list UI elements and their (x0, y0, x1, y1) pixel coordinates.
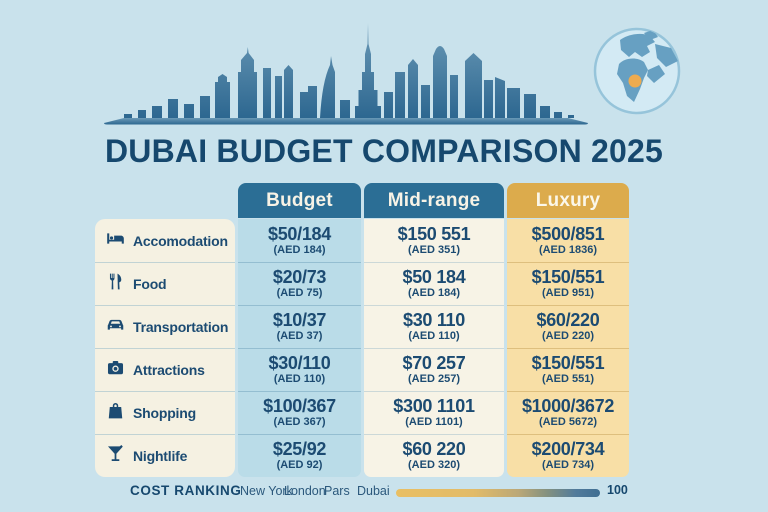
car-icon (106, 315, 125, 339)
globe-icon (592, 26, 682, 116)
city-label-new-york: New York (240, 484, 293, 498)
cost-ranking-gradient-bar (396, 489, 600, 497)
bed-icon (106, 229, 125, 253)
price-aed: (AED 320) (408, 459, 460, 471)
cocktail-icon (106, 444, 125, 468)
value-cell (364, 219, 504, 262)
value-cell (507, 262, 629, 305)
price-aed: (AED 110) (273, 373, 326, 385)
value-cell (238, 348, 361, 391)
price-aed: (AED 351) (408, 243, 460, 256)
value-cell (507, 391, 629, 434)
price-usd: $500/851 (531, 223, 605, 244)
cost-ranking-label: COST RANKING (130, 483, 242, 498)
category-label: Nightlife (133, 448, 188, 464)
column-header-luxury: Luxury (507, 183, 629, 218)
category-label: Accomodation (133, 232, 228, 249)
row-label-food (95, 262, 235, 305)
price-aed: (AED 951) (542, 287, 594, 299)
column-header-budget: Budget (238, 183, 361, 218)
price-aed: (AED 367) (273, 416, 326, 428)
row-label-transportation (95, 305, 235, 348)
value-cell (364, 262, 504, 305)
price-aed: (AED 551) (542, 373, 594, 385)
camera-icon (106, 358, 125, 382)
dubai-marker-dot (629, 75, 642, 88)
price-usd: $20/73 (272, 267, 327, 287)
category-label: Shopping (133, 405, 196, 421)
price-aed: (AED 220) (542, 330, 594, 342)
price-usd: $150 551 (397, 223, 471, 244)
value-cell (507, 219, 629, 262)
price-usd: $150/551 (531, 267, 605, 287)
value-cell (238, 391, 361, 434)
fork-knife-icon (106, 272, 125, 296)
value-cell (364, 391, 504, 434)
category-label: Food (133, 276, 167, 292)
price-usd: $300 1101 (393, 396, 475, 416)
city-label-london: London (284, 484, 326, 498)
price-aed: (AED 5672) (538, 416, 598, 428)
price-usd: $70 257 (402, 353, 466, 373)
price-usd: $60 220 (402, 439, 466, 459)
price-aed: (AED 75) (276, 287, 323, 299)
price-usd: $60/220 (536, 310, 600, 330)
price-usd: $50/184 (268, 223, 331, 244)
price-usd: $10/37 (272, 310, 327, 330)
row-label-attractions (95, 348, 235, 391)
price-usd: $1000/3672 (521, 396, 615, 416)
value-cell (238, 262, 361, 305)
value-cell (364, 348, 504, 391)
price-usd: $100/367 (263, 396, 336, 416)
city-label-pars: Pars (324, 484, 350, 498)
value-cell (507, 434, 629, 477)
budget-comparison-table (95, 183, 629, 477)
price-usd: $30 110 (403, 310, 465, 330)
price-aed: (AED 1836) (538, 243, 598, 256)
value-cell (364, 305, 504, 348)
price-aed: (AED 92) (276, 459, 323, 471)
price-aed: (AED 184) (273, 243, 326, 256)
value-cell (238, 305, 361, 348)
dubai-skyline-silhouette (100, 18, 590, 130)
page-title: DUBAI BUDGET COMPARISON 2025 (105, 133, 663, 169)
category-label: Attractions (133, 362, 205, 378)
column-header-mid-range: Mid-range (364, 183, 504, 218)
shopping-bag-icon (106, 401, 125, 425)
value-cell (238, 434, 361, 477)
header-spacer (95, 183, 235, 219)
row-label-nightlife (95, 434, 235, 477)
cost-ranking-max-value: 100 (607, 483, 628, 497)
category-label: Transportation (133, 319, 229, 335)
price-usd: $200/734 (531, 439, 605, 459)
value-cell (238, 219, 361, 262)
price-aed: (AED 184) (408, 287, 460, 299)
value-cell (507, 348, 629, 391)
price-aed: (AED 1101) (405, 416, 463, 428)
price-aed: (AED 110) (408, 330, 460, 342)
value-cell (507, 305, 629, 348)
row-label-accomodation (95, 219, 235, 262)
city-label-dubai: Dubai (357, 484, 390, 498)
price-usd: $25/92 (272, 439, 327, 459)
price-aed: (AED 734) (542, 459, 594, 471)
value-cell (364, 434, 504, 477)
price-usd: $150/551 (531, 353, 605, 373)
price-aed: (AED 257) (408, 373, 460, 385)
price-usd: $50 184 (402, 267, 466, 287)
price-aed: (AED 37) (276, 330, 323, 342)
price-usd: $30/110 (268, 353, 331, 373)
row-label-shopping (95, 391, 235, 434)
